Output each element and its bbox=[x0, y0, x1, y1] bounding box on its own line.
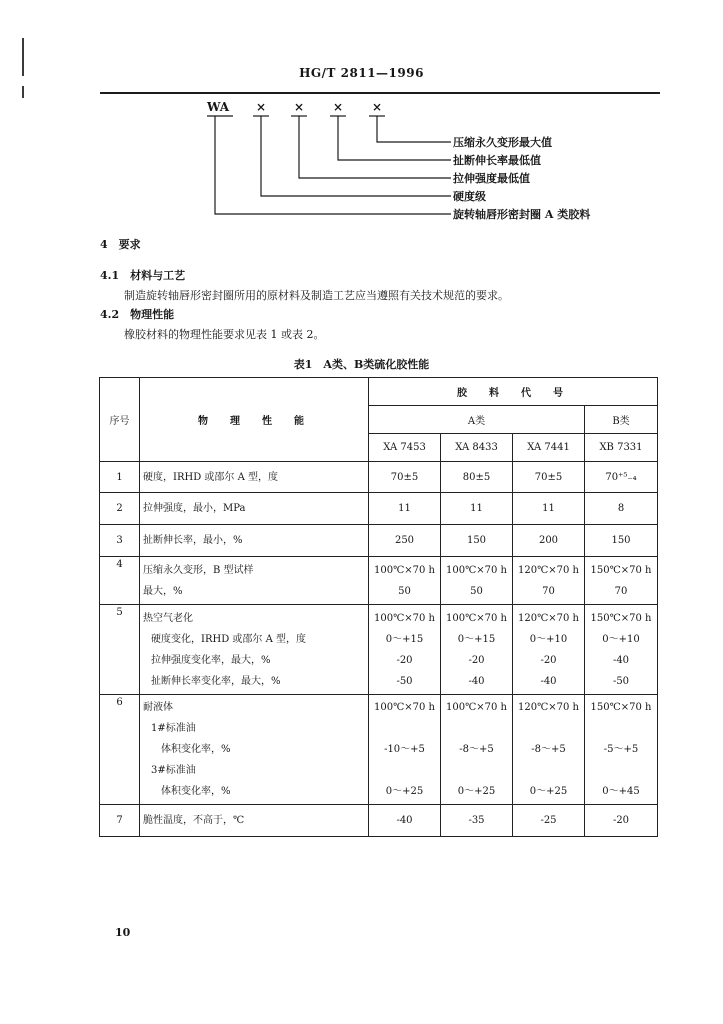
value-line bbox=[588, 760, 654, 781]
header-property: 物 理 性 能 bbox=[140, 378, 369, 462]
value-line: 120℃×70 h bbox=[518, 564, 579, 576]
value-line: 100℃×70 h bbox=[446, 612, 507, 624]
value-cell bbox=[513, 805, 585, 837]
designation-label-tensile-strength: 拉伸强度最低值 bbox=[453, 172, 530, 185]
value-line: 150℃×70 h bbox=[590, 564, 652, 576]
row-no: 7 bbox=[100, 805, 140, 837]
value-line: 0～+15 bbox=[457, 633, 496, 645]
value-cell bbox=[369, 462, 441, 493]
value-line bbox=[372, 718, 437, 739]
value-cell bbox=[585, 462, 658, 493]
designation-code-x2: × bbox=[294, 100, 305, 114]
value-line: 70±5 bbox=[534, 471, 563, 483]
value-line: 100℃×70 h bbox=[446, 564, 507, 576]
value-line bbox=[516, 760, 581, 781]
value-cell bbox=[441, 695, 513, 805]
value-cell bbox=[369, 557, 441, 605]
value-cell bbox=[585, 557, 658, 605]
value-cell bbox=[585, 605, 658, 695]
property-line: 3#标准油 bbox=[151, 765, 196, 776]
header-class-a: A类 bbox=[369, 406, 585, 434]
header-compound-code: 胶 料 代 号 bbox=[369, 378, 658, 406]
property-line: 1#标准油 bbox=[151, 723, 196, 734]
table-row bbox=[100, 605, 658, 695]
header-code-xa7453: XA 7453 bbox=[369, 434, 441, 462]
value-line: 0～+25 bbox=[457, 786, 496, 797]
value-cell bbox=[369, 525, 441, 557]
value-cell bbox=[585, 805, 658, 837]
value-line: 0～+15 bbox=[385, 633, 424, 645]
value-cell bbox=[513, 493, 585, 525]
table-1-caption: 表1 A类、B类硫化胶性能 bbox=[293, 358, 430, 371]
table-row bbox=[100, 462, 658, 493]
value-line: 200 bbox=[538, 535, 559, 546]
value-cell bbox=[513, 557, 585, 605]
value-line: 70 bbox=[614, 585, 628, 597]
property-line: 热空气老化 bbox=[143, 612, 193, 624]
row-property bbox=[140, 695, 369, 805]
value-line: 70 bbox=[542, 585, 555, 597]
value-line: 50 bbox=[398, 585, 411, 597]
value-line: -35 bbox=[468, 815, 485, 826]
section-4-1-text: 制造旋转轴唇形密封圈所用的原材料及制造工艺应当遵照有关技术规范的要求。 bbox=[124, 289, 509, 302]
page-header-standard-id: HG/T 2811—1996 bbox=[299, 66, 424, 80]
value-line: 0～+10 bbox=[602, 633, 640, 645]
section-4-1-heading: 4.1 材料与工艺 bbox=[100, 269, 186, 282]
section-4-2-heading: 4.2 物理性能 bbox=[100, 308, 175, 321]
value-cell bbox=[441, 605, 513, 695]
value-line: 0～+10 bbox=[529, 633, 568, 645]
designation-label-elongation: 扯断伸长率最低值 bbox=[453, 154, 541, 167]
header-class-b: B类 bbox=[585, 406, 658, 434]
row-property bbox=[140, 605, 369, 695]
value-line: 11 bbox=[398, 503, 411, 514]
header-code-xb7331: XB 7331 bbox=[585, 434, 658, 462]
value-line bbox=[588, 718, 654, 739]
value-line: 100℃×70 h bbox=[374, 612, 435, 624]
header-rule bbox=[100, 92, 660, 94]
designation-diagram bbox=[195, 100, 635, 230]
value-cell bbox=[369, 695, 441, 805]
designation-label-hardness-grade: 硬度级 bbox=[453, 190, 486, 203]
value-line: 150℃×70 h bbox=[590, 612, 652, 624]
value-cell bbox=[513, 695, 585, 805]
header-code-xa8433: XA 8433 bbox=[441, 434, 513, 462]
value-line: -40 bbox=[540, 675, 557, 687]
value-cell bbox=[369, 805, 441, 837]
table-row bbox=[100, 557, 658, 605]
designation-label-compound-class: 旋转轴唇形密封圈 A 类胶料 bbox=[453, 208, 591, 221]
value-line: 0～+25 bbox=[529, 786, 568, 797]
property-line: 体积变化率，% bbox=[161, 786, 231, 797]
value-line: 80±5 bbox=[462, 471, 491, 483]
value-line: -20 bbox=[396, 654, 413, 666]
value-cell bbox=[513, 525, 585, 557]
value-line: 150℃×70 h bbox=[590, 702, 652, 713]
value-line: 11 bbox=[470, 503, 483, 514]
value-line: -10～+5 bbox=[384, 744, 425, 755]
value-line: -40 bbox=[612, 654, 630, 666]
property-line: 拉伸强度，最小，MPa bbox=[143, 503, 246, 514]
value-cell bbox=[369, 493, 441, 525]
row-property bbox=[140, 805, 369, 837]
value-cell bbox=[441, 462, 513, 493]
value-line: -20 bbox=[468, 654, 485, 666]
property-line: 耐液体 bbox=[143, 702, 173, 713]
value-cell bbox=[585, 695, 658, 805]
table-row bbox=[100, 805, 658, 837]
value-line: 150 bbox=[466, 535, 487, 546]
row-no: 5 bbox=[100, 605, 140, 695]
property-line: 最大，% bbox=[143, 585, 183, 597]
value-line: -40 bbox=[468, 675, 485, 687]
value-line: 150 bbox=[611, 535, 631, 546]
value-line: -40 bbox=[396, 815, 413, 826]
value-line: 70⁺⁵₋₄ bbox=[605, 471, 637, 483]
row-no: 4 bbox=[100, 557, 140, 605]
row-property bbox=[140, 557, 369, 605]
margin-rule-lower bbox=[22, 86, 24, 98]
designation-code-x4: × bbox=[372, 100, 383, 114]
value-cell bbox=[585, 525, 658, 557]
value-line: 100℃×70 h bbox=[374, 564, 435, 576]
header-no: 序号 bbox=[100, 378, 140, 462]
property-line: 压缩永久变形，B 型试样 bbox=[143, 564, 254, 576]
page-number: 10 bbox=[115, 926, 131, 939]
row-no: 6 bbox=[100, 695, 140, 805]
header-code-xa7441: XA 7441 bbox=[513, 434, 585, 462]
value-line: 0～+25 bbox=[385, 786, 424, 797]
property-line: 硬度，IRHD 或邵尔 A 型，度 bbox=[143, 471, 278, 483]
value-line bbox=[444, 760, 509, 781]
value-line: 0～+45 bbox=[602, 786, 640, 797]
value-line bbox=[444, 718, 509, 739]
value-line: -8～+5 bbox=[531, 744, 566, 755]
value-line: 70±5 bbox=[390, 471, 419, 483]
designation-code-x1: × bbox=[256, 100, 267, 114]
table-row bbox=[100, 493, 658, 525]
value-cell bbox=[513, 462, 585, 493]
table-row bbox=[100, 525, 658, 557]
value-line: 11 bbox=[542, 503, 555, 514]
property-line: 扯断伸长率变化率，最大，% bbox=[151, 675, 281, 687]
property-line: 体积变化率，% bbox=[161, 744, 231, 755]
value-line: 250 bbox=[394, 535, 415, 546]
designation-label-compression-set: 压缩永久变形最大值 bbox=[453, 136, 552, 149]
value-cell bbox=[585, 493, 658, 525]
value-line: -25 bbox=[540, 815, 557, 826]
value-line: 8 bbox=[617, 503, 625, 514]
value-line: 120℃×70 h bbox=[518, 702, 579, 713]
value-line: -5～+5 bbox=[603, 744, 639, 755]
designation-code-x3: × bbox=[333, 100, 344, 114]
value-line: -50 bbox=[612, 675, 630, 687]
value-cell bbox=[441, 493, 513, 525]
value-line: -50 bbox=[396, 675, 413, 687]
designation-code-wa: WA bbox=[207, 100, 230, 114]
value-line: 120℃×70 h bbox=[518, 612, 579, 624]
row-property bbox=[140, 493, 369, 525]
value-cell bbox=[441, 525, 513, 557]
value-line: 50 bbox=[470, 585, 483, 597]
value-line: 100℃×70 h bbox=[374, 702, 435, 713]
property-line: 脆性温度，不高于，℃ bbox=[143, 815, 245, 826]
table-row bbox=[100, 695, 658, 805]
value-line: 100℃×70 h bbox=[446, 702, 507, 713]
row-property bbox=[140, 525, 369, 557]
row-property bbox=[140, 462, 369, 493]
value-cell bbox=[369, 605, 441, 695]
property-line: 硬度变化，IRHD 或邵尔 A 型，度 bbox=[151, 633, 306, 645]
value-line bbox=[372, 760, 437, 781]
properties-table bbox=[99, 377, 658, 837]
property-line: 拉伸强度变化率，最大，% bbox=[151, 654, 271, 666]
value-line: -20 bbox=[612, 815, 630, 826]
section-4-heading: 4 要求 bbox=[100, 238, 141, 251]
value-line bbox=[516, 718, 581, 739]
property-line: 扯断伸长率，最小，% bbox=[143, 535, 243, 546]
row-no: 2 bbox=[100, 493, 140, 525]
section-4-2-text: 橡胶材料的物理性能要求见表 1 或表 2。 bbox=[124, 328, 325, 341]
value-cell bbox=[513, 605, 585, 695]
value-line: -20 bbox=[540, 654, 557, 666]
row-no: 3 bbox=[100, 525, 140, 557]
value-cell bbox=[441, 805, 513, 837]
value-cell bbox=[441, 557, 513, 605]
row-no: 1 bbox=[100, 462, 140, 493]
value-line: -8～+5 bbox=[459, 744, 494, 755]
